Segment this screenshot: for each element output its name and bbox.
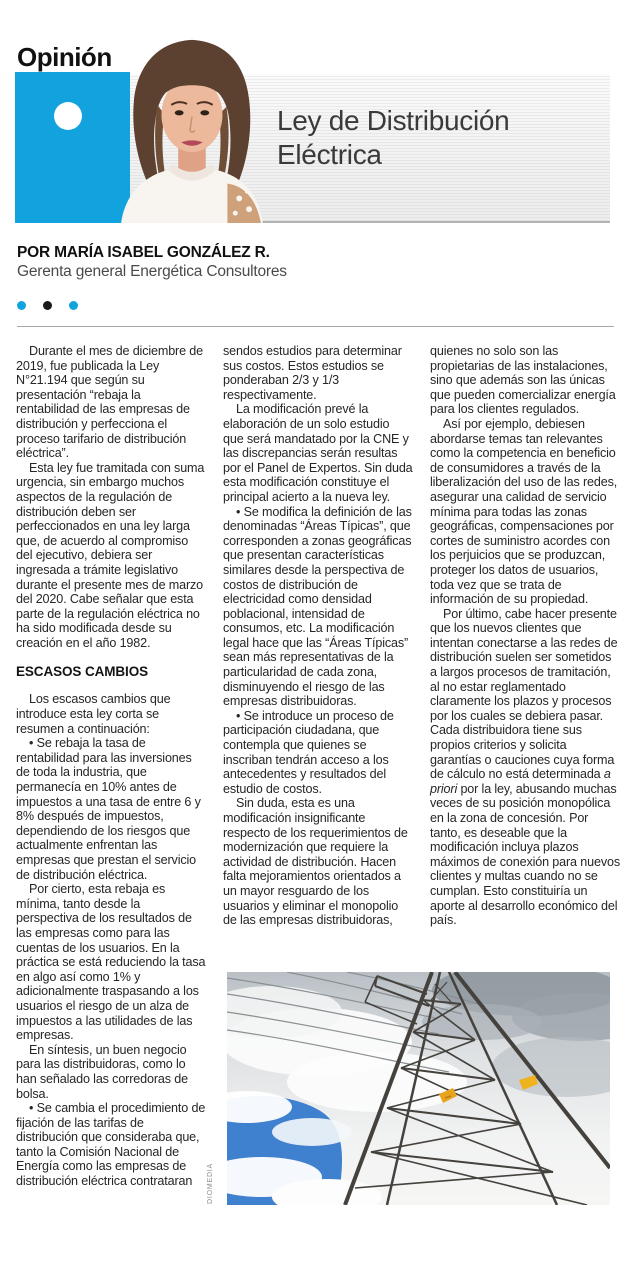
article-paragraph: quienes no solo son las propietarias de las instalaciones, sino que además son las únicas que pueden comercializar energía para los clientes regulados.: [430, 344, 616, 417]
dot-icon: [17, 301, 26, 310]
article-paragraph: En síntesis, un buen negocio para las distribuidoras, como lo han señalado las corredoras de bolsa.: [16, 1042, 188, 1101]
article-paragraph: Los escasos cambios que introduce esta ley corta se resumen a continuación:: [16, 692, 171, 736]
article-paragraph: • Se modifica la definición de las denominadas “Áreas Típicas”, que corresponden a zonas geográficas que presentan características similares desde la perspectiva de costos de distribución de electricidad como densidad poblacional, intensidad de consumos, etc. La modificación legal hace que las “Áreas Típicas” sean más representativas de la particularidad de cada zona, disminuyendo el riesgo de las empresas distribuidoras.: [223, 504, 412, 709]
article-title-line1: Ley de Distribución: [277, 105, 510, 136]
dot-icon: [69, 301, 78, 310]
article-title: [277, 104, 509, 172]
dot-icon: [43, 301, 52, 310]
article-paragraph: La modificación prevé la elaboración de un solo estudio que será mandatado por la CNE y las discrepancias serán resultas por el Panel de Expertos. Sin duda esta modificación constituye el principal acierto a la nueva ley.: [223, 402, 413, 504]
article-paragraph: • Se cambia el procedimiento de fijación de las tarifas de distribución que consideraba que, tanto la Comisión Nacional de Energía como las empresas de distribución eléctrica contrataran: [16, 1101, 206, 1189]
article-paragraph: • Se introduce un proceso de participación ciudadana, que contempla que quienes se inscriban tendrán acceso a los antecedentes y resultados del estudio de costos.: [223, 708, 394, 796]
article-column-1: [16, 344, 206, 1189]
article-paragraph: • Se rebaja la tasa de rentabilidad para las inversiones de toda la industria, que permanecía en 10% antes de impuestos a una tasa de entre 6 y 8% después de impuestos, dependiendo de los riesgos que actualmente enfrentan las empresas que prestan el servicio de distribución eléctrica.: [16, 736, 201, 882]
byline-role: Gerenta general Energética Consultores: [17, 263, 287, 280]
section-label: Opinión: [17, 42, 112, 72]
photo-credit: DIOMEDIA: [207, 1162, 214, 1204]
logo-dot-icon: [54, 102, 82, 130]
transmission-tower-photo: [227, 972, 610, 1205]
article-paragraph: Sin duda, esta es una modificación insignificante respecto de los requerimientos de modernización que requiere la actividad de distribución. Hacen falta mejoramientos orientados a un mayor resguardo de los usuarios y eliminar el monopolio de las empresas distribuidoras,: [223, 796, 408, 928]
article-paragraph: sendos estudios para determinar sus costos. Estos estudios se ponderaban 2/3 y 1/3 respectivamente.: [223, 344, 402, 402]
article-paragraph: Así por ejemplo, debiesen abordarse temas tan relevantes como la competencia en beneficio de consumidores a través de la liberalización del uso de las redes, asegurar una calidad de servicio mínima para todas las zonas geográficas, compensaciones por cortes de suministro acordes con los perjuicios que se produzcan, proteger los datos de usuarios, toda vez que se trata de información de su propiedad.: [430, 416, 618, 607]
article-title-line2: Eléctrica: [277, 139, 382, 170]
article-paragraph: Por último, cabe hacer presente que los nuevos clientes que intentan conectarse a las redes de distribución suelen ser sometidos a largos procesos de tramitación, al no estar reglamentado claramente los plazos y procesos por los cuales se debiera pasar. Cada distribuidora tiene sus propios criterios y solicita garantías o cauciones cuya forma de cálculo no está determinada a priori por la ley, abusando muchas veces de su posición monopólica en la zona de concesión. Por tanto, es deseable que la modificación incluya plazos máximos de conexión para nuevos clientes y multas cuando no se cumplan. Esto constituiría un aporte al desarrollo económico del país.: [430, 606, 620, 928]
divider-rule: [17, 326, 614, 327]
author-photo: [100, 36, 280, 223]
article-subhead: ESCASOS CAMBIOS: [16, 664, 149, 680]
article-paragraph: Por cierto, esta rebaja es mínima, tanto desde la perspectiva de los resultados de las empresas como para las cuentas de los usuarios. En la práctica se está reduciendo la tasa en algo así como 1% y adicionalmente traspasando a los usuarios el riesgo de un alza de impuestos a las utilidades de las empresas.: [16, 882, 206, 1043]
article-paragraph: Esta ley fue tramitada con suma urgencia, sin embargo muchos aspectos de la regulación de distribución deben ser perfeccionados en una ley larga que, de acuerdo al compromiso del ejecutivo, debiera ser ingresada a trámite legislativo durante el presente mes de marzo del 2020. Cabe señalar que esta parte de la regulación eléctrica no ha sido modificada desde su creación en el año 1982.: [16, 460, 205, 650]
article-paragraph: Durante el mes de diciembre de 2019, fue publicada la Ley N°21.194 que según su presentación “rebaja la rentabilidad de las empresas de distribución y perfecciona el proceso tarifario de distribución eléctrica”.: [16, 344, 204, 461]
byline: POR MARÍA ISABEL GONZÁLEZ R.: [17, 244, 270, 261]
separator-dots: [17, 301, 78, 310]
